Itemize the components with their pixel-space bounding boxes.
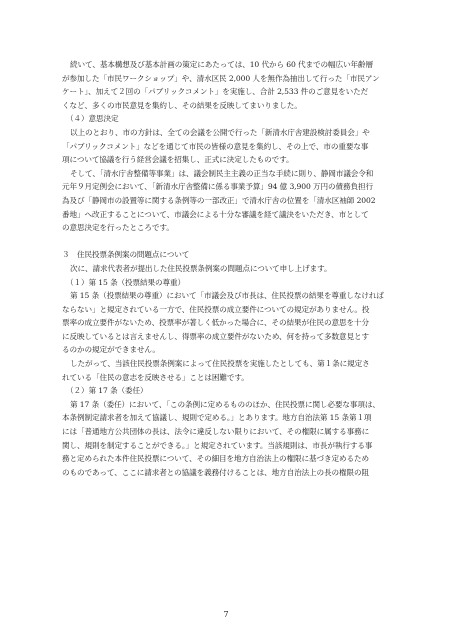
section-heading: ３ 住民投票条例案の問題点について	[62, 250, 190, 260]
paragraph-line: 以上のとおり、市の方針は、全ての会議を公開で行った「新清水庁舎建設検討委員会」や	[70, 127, 370, 137]
paragraph-line: れている「住民の意志を反映させる」ことは困難です。	[62, 372, 249, 382]
paragraph-line: したがって、当該住民投票条例案によって住民投票を実施したとしても、第１条に規定さ	[70, 359, 370, 369]
paragraph-line: そして、「清水庁舎整備等事業」は、議会制民主主義の正当な手続に則り、静岡市議会令和	[70, 168, 374, 178]
paragraph-line: 続いて、基本構想及び基本計画の策定にあたっては、10 代から 60 代までの幅広い年齢層	[70, 60, 373, 69]
paragraph-line: 元年９月定例会において、「新清水庁舎整備に係る事業予算」94 億 3,900 万円の債務負担行	[62, 182, 373, 192]
paragraph-line: 本条例制定請求者を加えて協議し、規則で定める。」とあります。地方自治法第 15 条第１項	[62, 413, 372, 423]
subheading-decision: （４）意思決定	[66, 114, 119, 124]
paragraph-line: に反映しているとは言えませんし、得票率の成立要件がないため、何を持って多数意見とす	[62, 331, 369, 341]
paragraph-line: 次に、請求代表者が提出した住民投票条例案の問題点について申し上げます。	[70, 263, 332, 273]
paragraph-line: くなど、多くの市民意見を集約し、その結果を反映してまいりました。	[62, 100, 302, 110]
paragraph-line: ならない」と規定されている一方で、住民投票の成立要件についての規定がありません。投	[62, 304, 370, 314]
paragraph-line: のものであって、ここに請求者との協議を義務付けることは、地方自治法上の長の権限の阻	[62, 467, 370, 477]
paragraph-line: るのかの規定ができません。	[62, 345, 160, 355]
paragraph-line: 項について協議を行う経営会議を招集し、正式に決定したものです。	[62, 155, 294, 165]
page-number: 7	[223, 610, 229, 619]
paragraph-line: 関し、規則を制定することができる。」と規定されています。当該規則は、市長が執行する事	[62, 440, 373, 450]
subheading-article-15: （１）第 15 条（投票結果の尊重）	[66, 277, 186, 287]
paragraph-line: 務と定められた本件住民投票について、その細目を地方自治法上の権限に基づき定めるため	[62, 454, 369, 464]
paragraph-line: ケート」、加えて２回の「パブリックコメント」を実施し、合計 2,533 件のご意見をいただ	[62, 87, 369, 97]
document-body	[62, 58, 408, 479]
paragraph-line: が参加した「市民ワークショップ」や、清水区民 2,000 人を無作為抽出して行った「市民アン	[62, 73, 380, 83]
subheading-article-17: （２）第 17 条（委任）	[66, 386, 148, 396]
paragraph-line: 為及び「静岡市の設置等に関する条例等の一部改正」で清水庁舎の位置を「清水区袖師 2002	[62, 195, 376, 205]
paragraph-line: 「パブリックコメント」などを通じて市民の皆様の意見を集約し、その上で、市の重要な事	[62, 141, 369, 151]
paragraph-line: 第 15 条（投票結果の尊重）において「市議会及び市長は、住民投票の結果を尊重しなければ	[70, 291, 384, 301]
paragraph-line: 番地」へ改正することについて、市議会による十分な審議を経て議決をいただき、市として	[62, 209, 369, 219]
paragraph-line: 票率の成立要件がないため、投票率が著しく低かった場合に、その結果が住民の意思を十分	[62, 318, 369, 328]
paragraph-line: の意思決定を行ったところです。	[62, 223, 174, 233]
paragraph-line: 第 17 条（委任）において、「この条例に定めるもののほか、住民投票に関し必要な事項は、	[70, 399, 380, 409]
paragraph-line: には「普通地方公共団体の長は、法令に違反しない限りにおいて、その権限に属する事務に	[62, 427, 370, 437]
spacer	[62, 235, 408, 249]
